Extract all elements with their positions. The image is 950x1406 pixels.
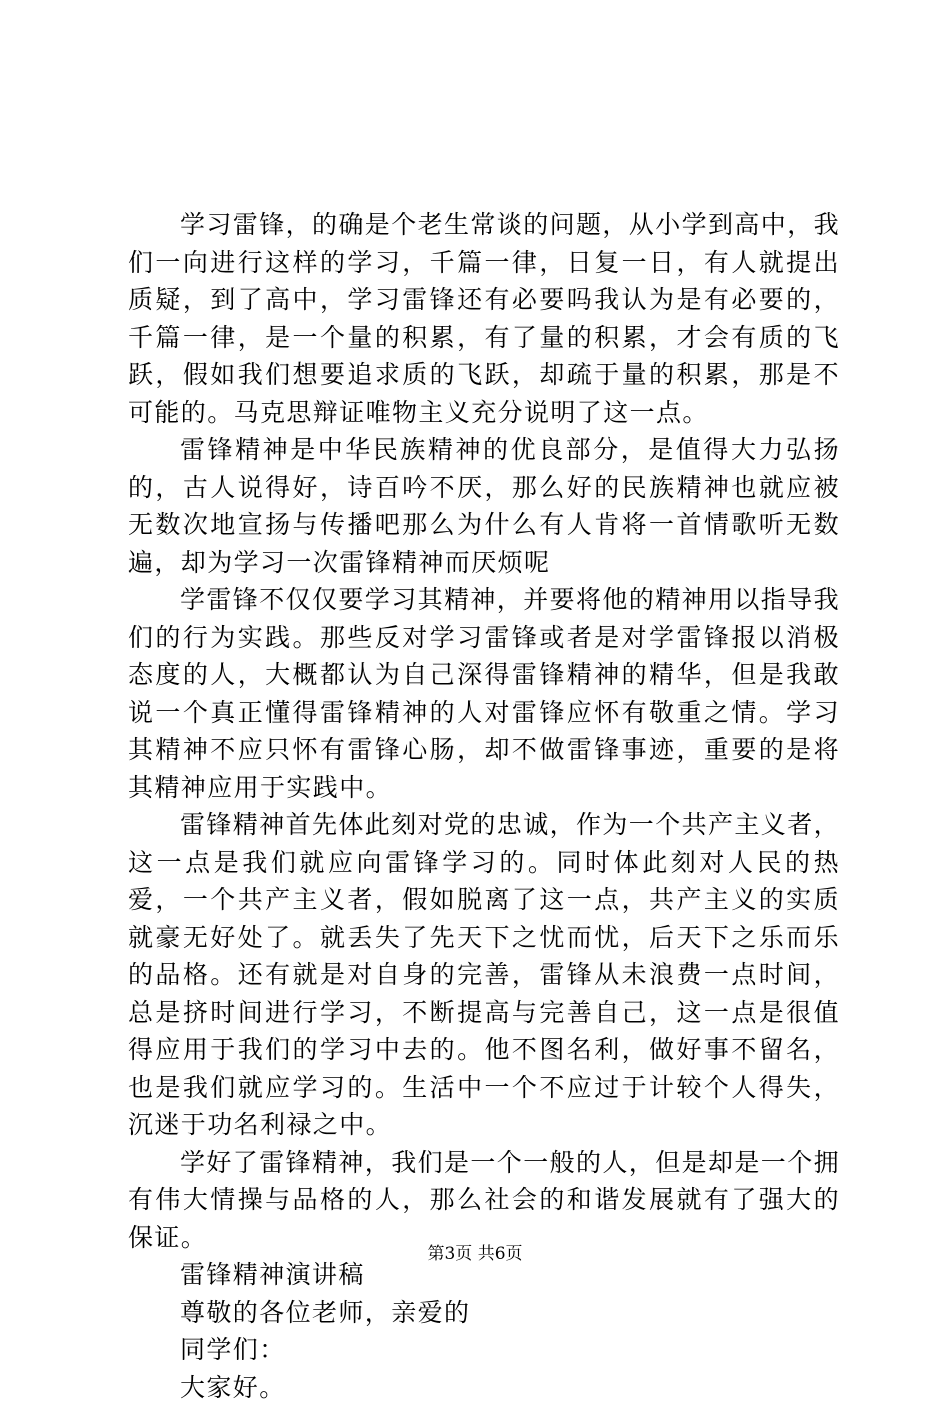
paragraph-4: 雷锋精神首先体此刻对党的忠诚，作为一个共产主义者，这一点是我们就应向雷锋学习的。同时体此刻对人民的热爱，一个共产主义者，假如脱离了这一点，共产主义的实质就豪无好处了。就丢失了先天下之忧而忧，后天下之乐而乐的品格。还有就是对自身的完善，雷锋从未浪费一点时间，总是挤时间进行学习，不断提高与完善自己，这一点是很值得应用于我们的学习中去的。他不图名利，做好事不留名，也是我们就应学习的。生活中一个不应过于计较个人得失，沉迷于功名利禄之中。 bbox=[128, 806, 840, 1144]
document-body bbox=[128, 206, 840, 1406]
salutation-line-1: 尊敬的各位老师，亲爱的 bbox=[128, 1294, 840, 1332]
salutation-line-2: 同学们： bbox=[128, 1331, 840, 1369]
page-footer: 第3页 共6页 bbox=[0, 1242, 950, 1266]
paragraph-3: 学雷锋不仅仅要学习其精神，并要将他的精神用以指导我们的行为实践。那些反对学习雷锋或者是对学雷锋报以消极态度的人，大概都认为自己深得雷锋精神的精华，但是我敢说一个真正懂得雷锋精神的人对雷锋应怀有敬重之情。学习其精神不应只怀有雷锋心肠，却不做雷锋事迹，重要的是将其精神应用于实践中。 bbox=[128, 581, 840, 806]
paragraph-2: 雷锋精神是中华民族精神的优良部分，是值得大力弘扬的，古人说得好，诗百吟不厌，那么好的民族精神也就应被无数次地宣扬与传播吧那么为什么有人肯将一首情歌听无数遍，却为学习一次雷锋精神而厌烦呢 bbox=[128, 431, 840, 581]
paragraph-5: 学好了雷锋精神，我们是一个一般的人，但是却是一个拥有伟大情操与品格的人，那么社会的和谐发展就有了强大的保证。 bbox=[128, 1144, 840, 1257]
speech-title: 雷锋精神演讲稿 bbox=[128, 1256, 840, 1294]
paragraph-1: 学习雷锋，的确是个老生常谈的问题，从小学到高中，我们一向进行这样的学习，千篇一律，日复一日，有人就提出质疑，到了高中，学习雷锋还有必要吗我认为是有必要的，千篇一律，是一个量的积累，有了量的积累，才会有质的飞跃，假如我们想要追求质的飞跃，却疏于量的积累，那是不可能的。马克思辩证唯物主义充分说明了这一点。 bbox=[128, 206, 840, 431]
greeting-line: 大家好。 bbox=[128, 1369, 840, 1406]
